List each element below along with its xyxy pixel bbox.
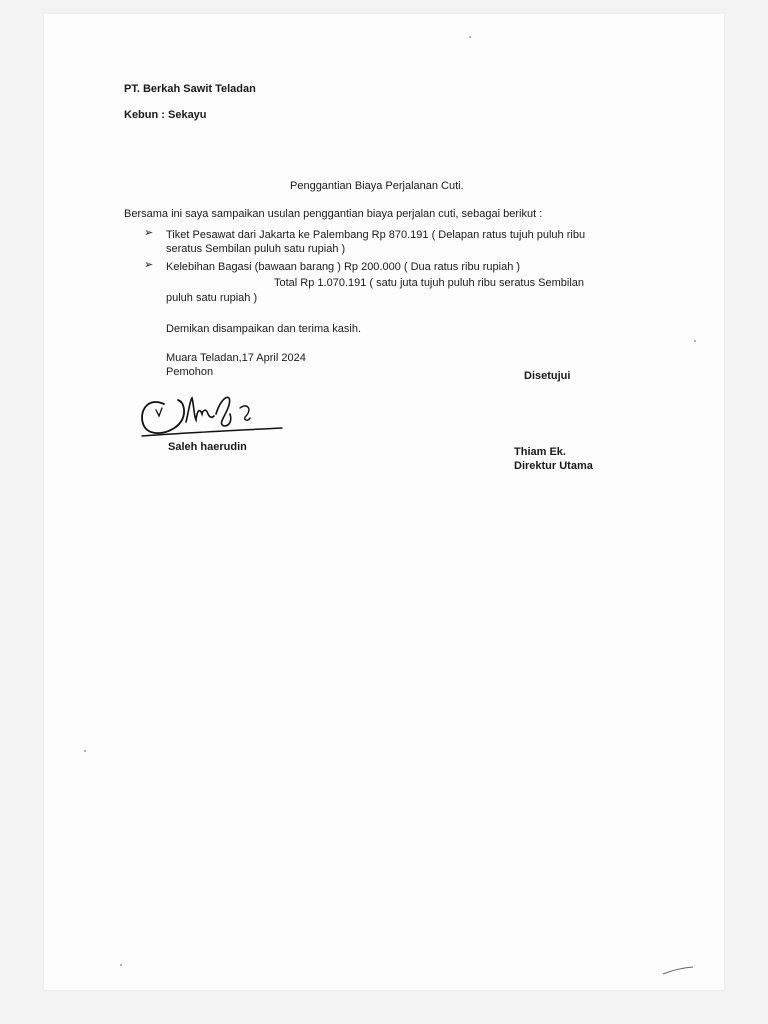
applicant-name: Saleh haerudin bbox=[168, 441, 247, 453]
list-item-continuation: seratus Sembilan puluh satu rupiah ) bbox=[166, 243, 346, 255]
closing-text: Demikan disampaikan dan terima kasih. bbox=[166, 323, 362, 335]
applicant-role: Pemohon bbox=[166, 366, 214, 378]
list-item: Tiket Pesawat dari Jakarta ke Palembang Rp 870.191 ( Delapan ratus tujuh puluh ribu bbox=[166, 229, 586, 241]
arrow-bullet-icon: ➢ bbox=[144, 259, 154, 271]
document-page bbox=[44, 14, 724, 990]
scan-speck bbox=[120, 964, 122, 966]
approval-label: Disetujui bbox=[524, 370, 571, 382]
list-item: Kelebihan Bagasi (bawaan barang ) Rp 200.000 ( Dua ratus ribu rupiah ) bbox=[166, 261, 521, 273]
letter-title: Penggantian Biaya Perjalanan Cuti. bbox=[290, 180, 464, 192]
estate-name: Kebun : Sekayu bbox=[124, 109, 207, 121]
total-line: Total Rp 1.070.191 ( satu juta tujuh puluh ribu seratus Sembilan bbox=[274, 277, 585, 289]
scan-speck bbox=[694, 340, 696, 342]
approver-name: Thiam Ek. bbox=[514, 446, 566, 458]
total-line-continuation: puluh satu rupiah ) bbox=[166, 292, 258, 304]
approver-title: Direktur Utama bbox=[514, 460, 593, 472]
company-name: PT. Berkah Sawit Teladan bbox=[124, 83, 256, 95]
handwritten-signature bbox=[134, 380, 284, 444]
scan-mark bbox=[659, 964, 699, 978]
letter-intro: Bersama ini saya sampaikan usulan penggantian biaya perjalan cuti, sebagai berikut : bbox=[124, 208, 543, 220]
scan-speck bbox=[84, 750, 86, 752]
scan-speck bbox=[469, 36, 471, 38]
place-date: Muara Teladan,17 April 2024 bbox=[166, 352, 306, 364]
arrow-bullet-icon: ➢ bbox=[144, 227, 154, 239]
